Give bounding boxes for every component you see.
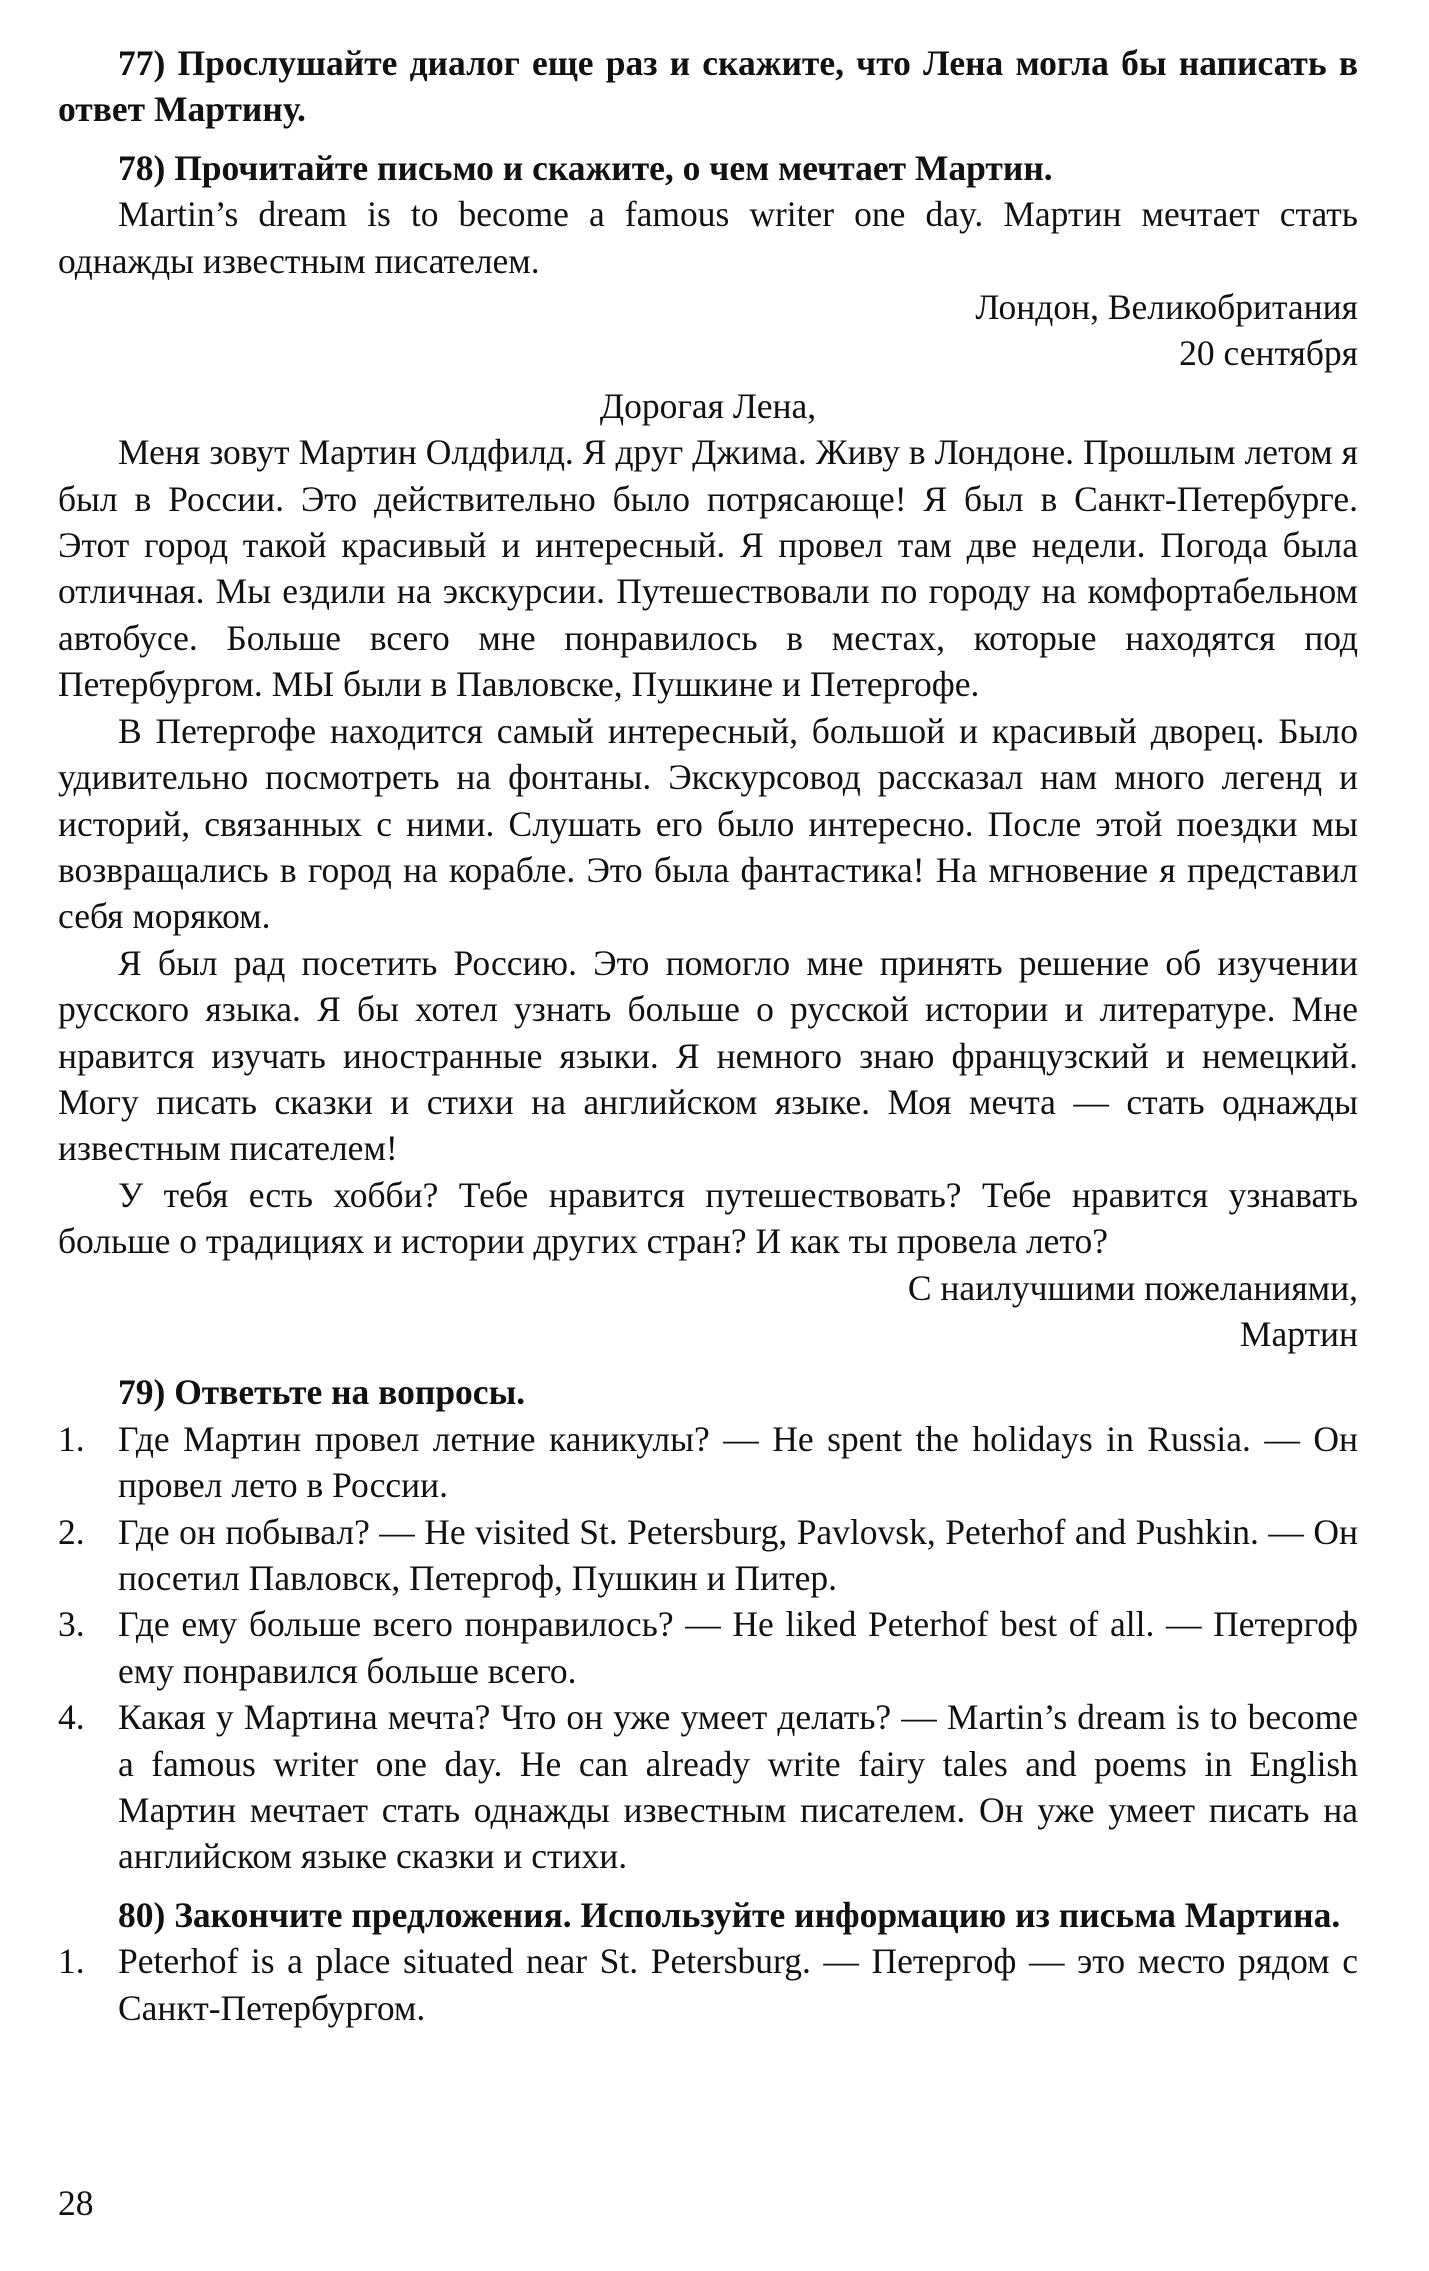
letter-place: Лондон, Великобритания	[975, 287, 1358, 328]
letter-paragraph: В Петергофе находится самый интересный, большой и красивый дворец. Было удивительно посмотреть на фонтаны. Экскурсовод рассказал нам много легенд и историй, связанных с ними. Слушать его было интересно. После этой поездки мы возвращались в город на корабле. Это была фантастика! На мгновение я представил себя моряком.	[58, 710, 1358, 937]
list-item	[58, 1509, 1358, 1602]
exercise-77-heading: 77) Прослушайте диалог еще раз и скажите, что Лена могла бы написать в ответ Мартину.	[58, 43, 1358, 130]
list-item-text: Peterhof is a place situated near St. Petersburg. — Петергоф — это место рядом с Санкт-Петербургом.	[118, 1941, 1358, 2028]
exercise-80-heading: 80) Закончите предложения. Используйте информацию из письма Мартина.	[118, 1894, 1341, 1935]
list-item-number: 3.	[58, 1604, 85, 1645]
list-item	[58, 1938, 1358, 2031]
list-item-text: Какая у Мартина мечта? Что он уже умеет делать? — Martin’s dream is to become a famous writer one day. He can already write fairy tales and poems in English Мартин мечтает стать однажды известным писателем. Он уже умеет писать на английском языке сказки и стихи.	[118, 1697, 1358, 1877]
letter-date: 20 сентября	[1179, 333, 1358, 374]
list-item-number: 1.	[58, 1941, 85, 1982]
list-item-number: 1.	[58, 1418, 85, 1459]
list-item-text: Где он побывал? — He visited St. Petersburg, Pavlovsk, Peterhof and Pushkin. — Он посетил Павловск, Петергоф, Пушкин и Питер.	[118, 1511, 1358, 1598]
letter-closing: С наилучшими пожеланиями,	[907, 1267, 1358, 1308]
textbook-page	[58, 40, 1358, 2031]
list-item	[58, 1694, 1358, 1880]
list-item-number: 2.	[58, 1511, 85, 1552]
list-item	[58, 1416, 1358, 1509]
exercise-78-answer: Martin’s dream is to become a famous writer one day. Мартин мечтает стать однажды известным писателем.	[58, 194, 1358, 281]
letter-paragraph: Меня зовут Мартин Олдфилд. Я друг Джима. Живу в Лондоне. Прошлым летом я был в России. Это действительно было потрясающе! Я был в Санкт-Петербурге. Этот город такой красивый и интересный. Я провел там две недели. Погода была отличная. Мы ездили на экскурсии. Путешествовали по городу на комфортабельном автобусе. Больше всего мне понравилось в местах, которые находятся под Петербургом. МЫ были в Павловске, Пушкине и Петергофе.	[58, 432, 1358, 705]
letter-greeting: Дорогая Лена,	[599, 385, 817, 426]
list-item	[58, 1601, 1358, 1694]
letter	[58, 284, 1358, 1357]
letter-signature: Мартин	[1239, 1313, 1358, 1354]
page-number: 28	[58, 2183, 94, 2223]
list-item-text: Где Мартин провел летние каникулы? — He spent the holidays in Russia. — Он провел лето в России.	[118, 1418, 1358, 1506]
exercise-79-heading: 79) Ответьте на вопросы.	[118, 1372, 526, 1413]
exercise-80-list	[58, 1938, 1358, 2031]
exercise-78-heading: 78) Прочитайте письмо и скажите, о чем мечтает Мартин.	[118, 147, 1053, 188]
letter-paragraph: Я был рад посетить Россию. Это помогло мне принять решение об изучении русского языка. Я бы хотел узнать больше о русской истории и литературе. Мне нравится изучать иностранные языки. Я немного знаю французский и немецкий. Могу писать сказки и стихи на английском языке. Моя мечта — стать однажды известным писателем!	[58, 942, 1358, 1169]
letter-paragraph: У тебя есть хобби? Тебе нравится путешествовать? Тебе нравится узнавать больше о традициях и истории других стран? И как ты провела лето?	[58, 1174, 1358, 1262]
list-item-text: Где ему больше всего понравилось? — He liked Peterhof best of all. — Петергоф ему понравился больше всего.	[118, 1604, 1358, 1691]
exercise-79-list	[58, 1416, 1358, 1880]
list-item-number: 4.	[58, 1697, 85, 1738]
